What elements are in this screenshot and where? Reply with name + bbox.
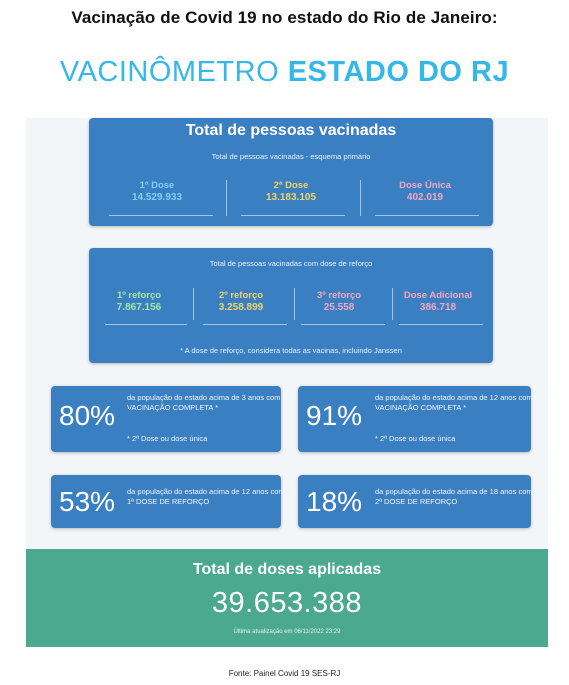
stat-card xyxy=(51,386,281,452)
source-note: Fonte: Painel Covid 19 SES-RJ xyxy=(228,669,341,678)
underline xyxy=(105,324,187,325)
reforco-3-label: 3º reforço xyxy=(316,290,362,301)
stat-percent: 18% xyxy=(306,486,363,517)
stat-footnote: * 2ª Dose ou dose única xyxy=(375,434,456,443)
underline xyxy=(241,215,345,216)
dose-2-value: 13.183.105 xyxy=(265,192,317,203)
brand-title-light: VACINÔMETRO xyxy=(59,56,280,88)
underline xyxy=(399,324,483,325)
vacinometro-brand-title xyxy=(0,56,569,89)
stat-percent: 53% xyxy=(59,486,116,517)
dose-2-label: 2ª Dose xyxy=(273,180,309,191)
reforco-3-value: 25.558 xyxy=(323,302,355,313)
dose-adicional-label: Dose Adicional xyxy=(403,290,473,301)
stat-description: da população do estado acima de 12 anos com 1ª DOSE DE REFORÇO xyxy=(127,487,285,506)
vaccinated-title: Total de pessoas vacinadas xyxy=(185,122,397,139)
total-doses-value: 39.653.388 xyxy=(211,587,363,619)
stat-description: da população do estado acima de 3 anos com VACINAÇÃO COMPLETA * xyxy=(127,393,281,412)
dose-unica-label: Dose Única xyxy=(399,180,451,191)
dose-1-stat xyxy=(97,180,217,203)
dose-adicional-value: 386.718 xyxy=(419,302,457,313)
stat-card xyxy=(298,475,531,528)
dose-adicional-stat xyxy=(378,290,498,313)
dose-2-stat xyxy=(231,180,351,203)
reforco-2-label: 2º reforço xyxy=(218,290,264,301)
vaccinated-subtitle: Total de pessoas vacinadas - esquema primário xyxy=(211,152,371,161)
stat-description: da população do estado acima de 18 anos com 2ª DOSE DE REFORÇO xyxy=(375,487,533,506)
stat-percent: 91% xyxy=(306,400,363,431)
stat-card xyxy=(298,386,531,452)
stat-card xyxy=(51,475,285,528)
reforco-2-value: 3.258.899 xyxy=(218,302,264,313)
brand-title-bold: ESTADO DO RJ xyxy=(287,56,510,88)
last-update: Última atualização em 06/11/2022 23:29 xyxy=(233,629,341,635)
stat-percent: 80% xyxy=(59,400,116,431)
dose-1-value: 14.529.933 xyxy=(131,192,183,203)
dose-unica-stat xyxy=(365,180,485,203)
page-heading: Vacinação de Covid 19 no estado do Rio de Janeiro: xyxy=(71,8,498,27)
booster-note: * A dose de reforço, considera todas as vacinas, incluindo Janssen xyxy=(180,346,402,355)
divider xyxy=(226,180,227,216)
total-doses-title: Total de doses aplicadas xyxy=(192,561,382,578)
stat-footnote: * 2ª Dose ou dose única xyxy=(127,434,208,443)
underline xyxy=(203,324,287,325)
stat-description: da população do estado acima de 12 anos com VACINAÇÃO COMPLETA * xyxy=(375,393,533,412)
total-doses-card xyxy=(26,549,548,647)
booster-subtitle: Total de pessoas vacinadas com dose de reforço xyxy=(209,259,373,268)
vaccinated-card xyxy=(89,118,493,226)
underline xyxy=(375,215,479,216)
underline xyxy=(301,324,385,325)
underline xyxy=(109,215,213,216)
reforco-1-label: 1º reforço xyxy=(116,290,162,301)
booster-card xyxy=(89,248,493,363)
dose-1-label: 1ª Dose xyxy=(139,180,175,191)
reforco-1-value: 7.867.156 xyxy=(116,302,162,313)
dose-unica-value: 402.019 xyxy=(406,192,444,203)
divider xyxy=(360,180,361,216)
